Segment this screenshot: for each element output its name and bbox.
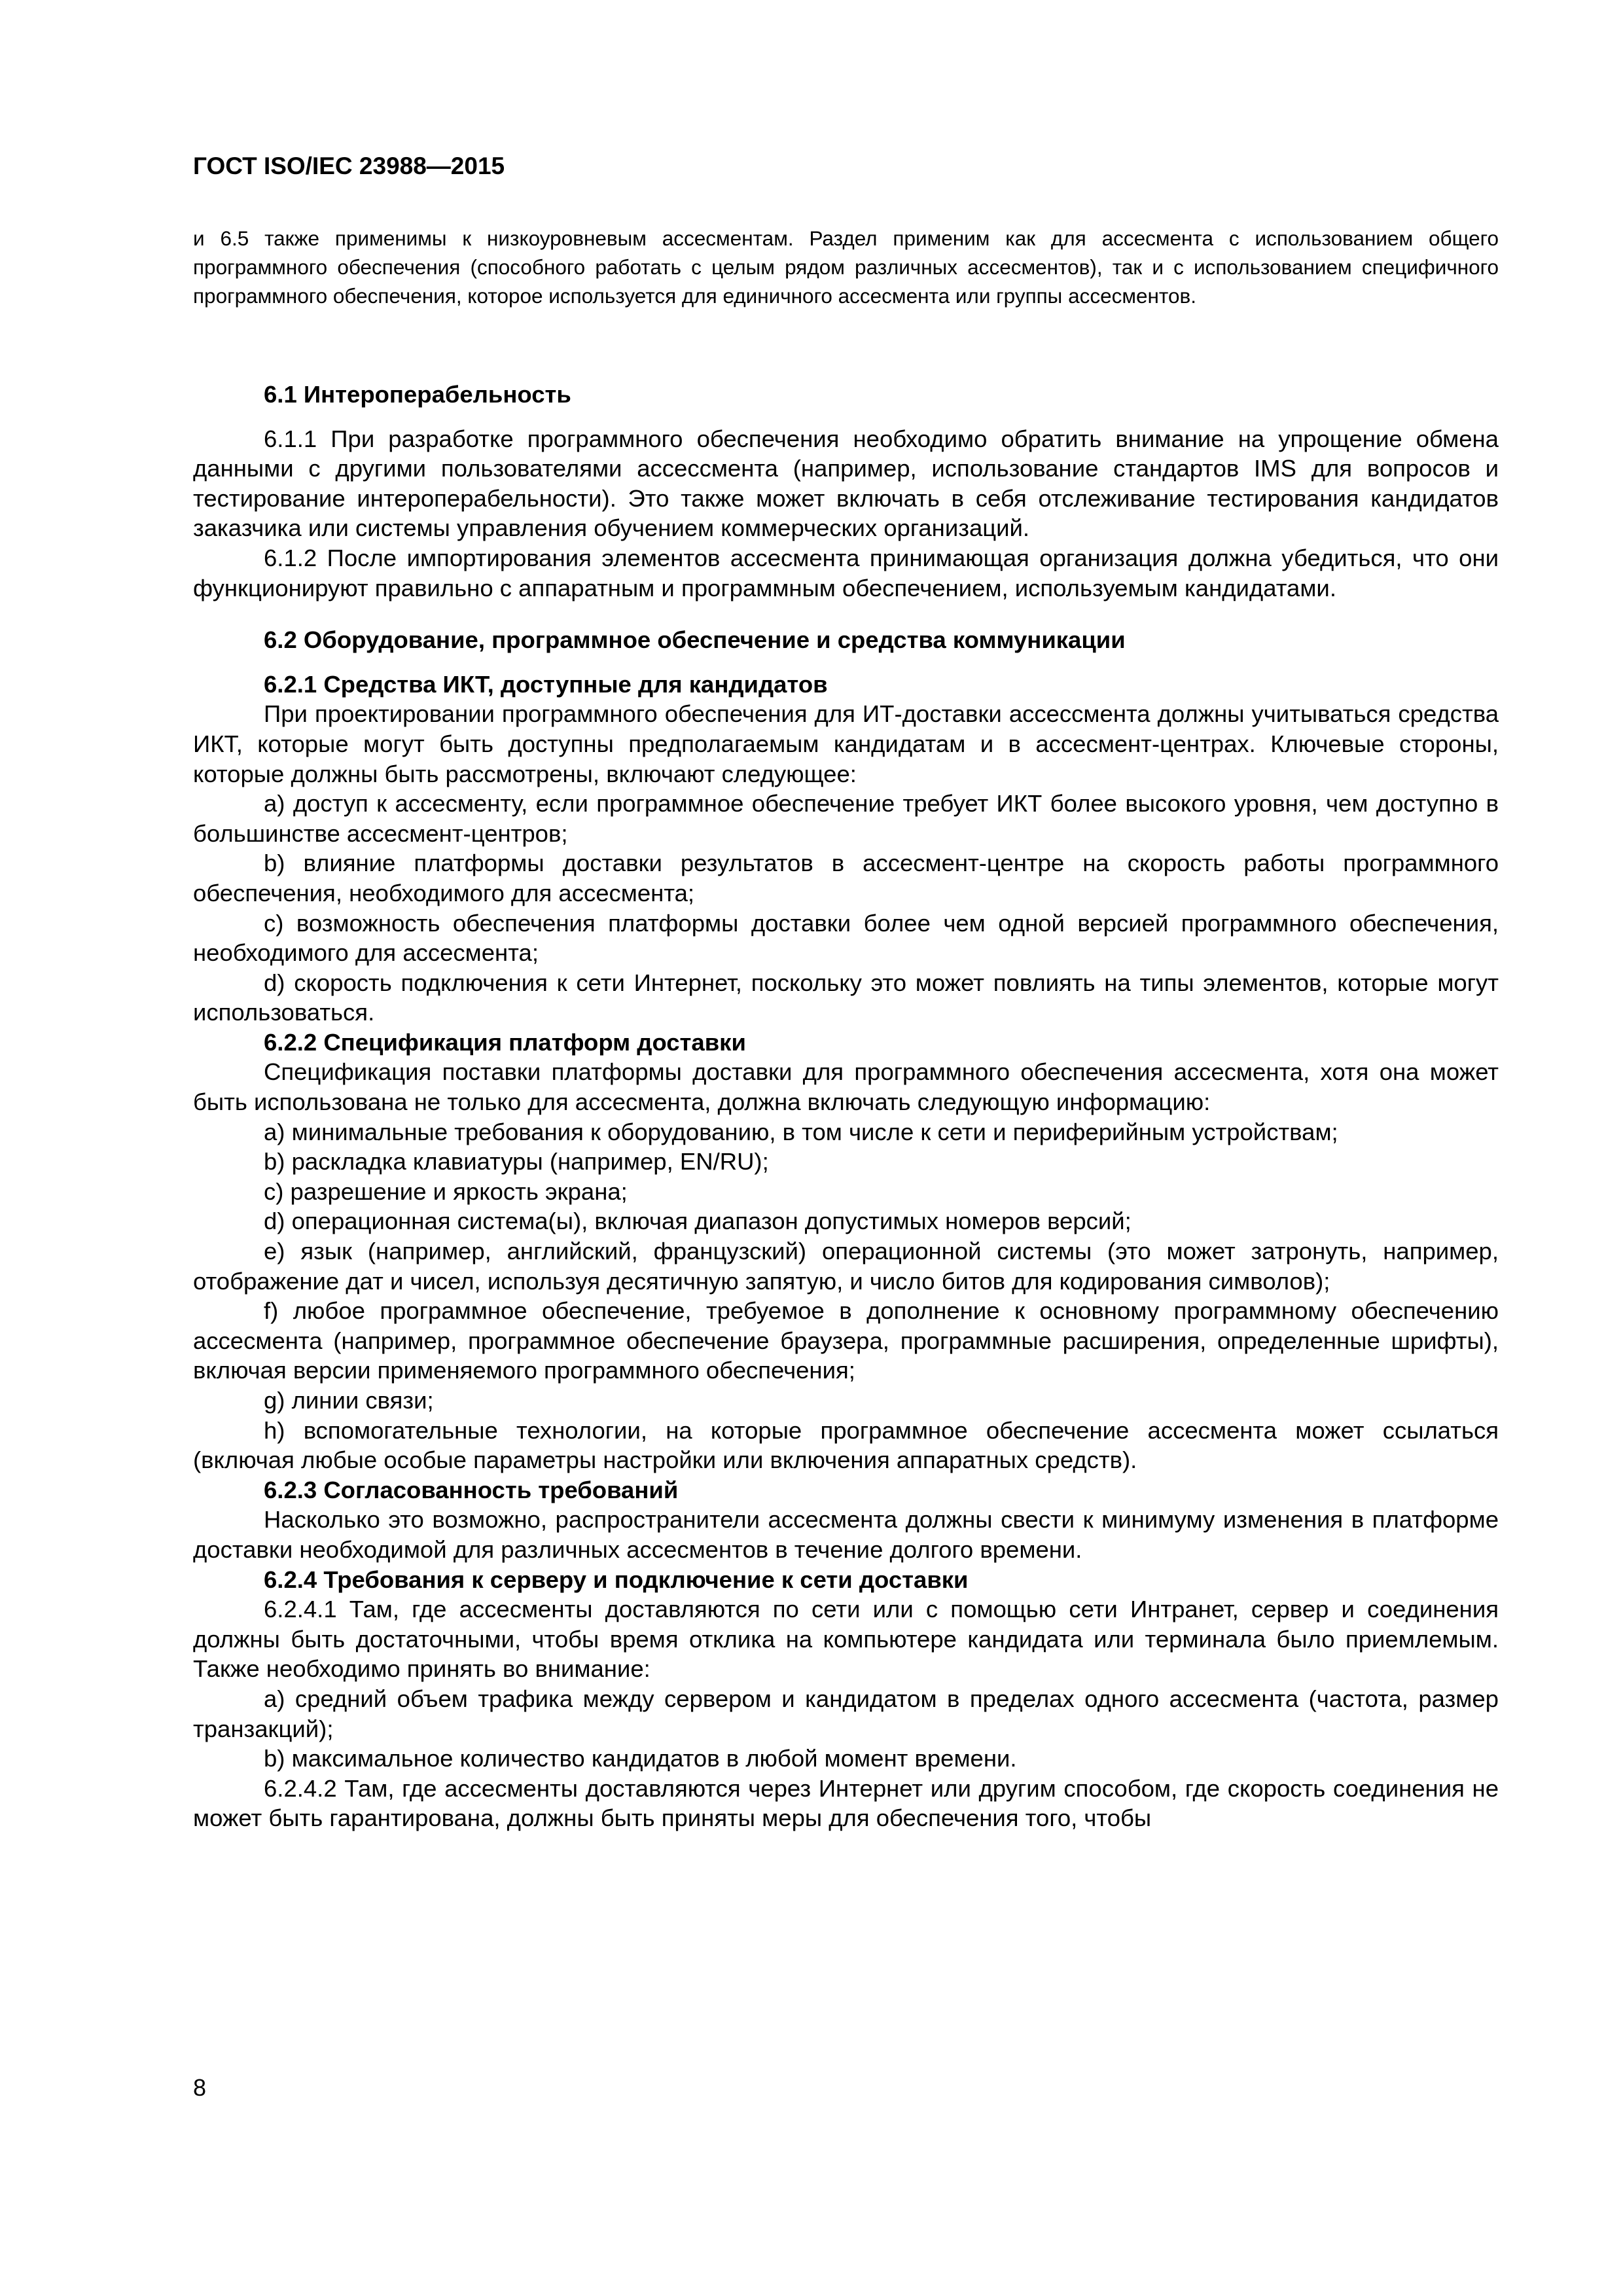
document-body	[193, 380, 1499, 1833]
list-item-6-2-2-h: h) вспомогательные технологии, на которые программное обеспечение ассесмента может ссылаться (включая любые особые параметры настройки или включения аппаратных средств).	[193, 1416, 1499, 1474]
paragraph-6-2-3: Насколько это возможно, распространители ассесмента должны свести к минимуму изменения в платформе доставки необходимой для различных ассесментов в течение долгого времени.	[193, 1506, 1499, 1563]
section-heading-6-1: 6.1 Интероперабельность	[264, 381, 571, 408]
section-heading-6-2: 6.2 Оборудование, программное обеспечение и средства коммуникации	[264, 626, 1126, 654]
list-item-6-2-2-b: b) раскладка клавиатуры (например, EN/RU);	[264, 1148, 769, 1175]
paragraph-6-2-4-1: 6.2.4.1 Там, где ассесменты доставляются по сети или с помощью сети Интранет, сервер и соединения должны быть достаточными, чтобы время отклика на компьютере кандидата или терминала было приемлемым. Также необходимо принять во внимание:	[193, 1596, 1499, 1683]
subsection-heading-6-2-2: 6.2.2 Спецификация платформ доставки	[264, 1028, 746, 1056]
paragraph-6-2-2: Спецификация поставки платформы доставки для программного обеспечения ассесмента, хотя она может быть использована не только для ассесмента, должна включать следующую информацию:	[193, 1058, 1499, 1116]
list-item-6-2-1-b: b) влияние платформы доставки результатов в ассесмент-центре на скорость работы программного обеспечения, необходимого для ассесмента;	[193, 850, 1499, 906]
subsection-heading-6-2-4: 6.2.4 Требования к серверу и подключение к сети доставки	[264, 1566, 969, 1593]
list-item-6-2-1-a: а) доступ к ассесменту, если программное обеспечение требует ИКТ более высокого уровня, чем доступно в большинстве ассесмент-центров;	[193, 790, 1499, 847]
intro-paragraph: и 6.5 также применимы к низкоуровневым ассесментам. Раздел применим как для ассесмента с использованием общего программного обеспечения (способного работать с целым рядом различных ассесментов), так и с использованием специфичного программного обеспечения, которое используется для единичного ассесмента или группы ассесментов.	[193, 226, 1499, 308]
list-item-6-2-2-f: f) любое программное обеспечение, требуемое в дополнение к основному программному обеспечению ассесмента (например, программное обеспечение браузера, программные расширения, определенные шрифты), включая версии применяемого программного обеспечения;	[193, 1297, 1499, 1384]
paragraph-6-1-1: 6.1.1 При разработке программного обеспечения необходимо обратить внимание на упрощение обмена данными с другими пользователями ассессмента (например, использование стандартов IMS для вопросов и тестирование интероперабельности). Это также может включать в себя отслеживание тестирования кандидатов заказчика или системы управления обучением коммерческих организаций.	[193, 425, 1499, 542]
list-item-6-2-1-d: d) скорость подключения к сети Интернет, поскольку это может повлиять на типы элементов, которые могут использоваться.	[193, 969, 1499, 1026]
paragraph-6-2-1: При проектировании программного обеспечения для ИТ-доставки ассессмента должны учитываться средства ИКТ, которые могут быть доступны предполагаемым кандидатам и в ассесмент-центрах. Ключевые стороны, которые должны быть рассмотрены, включают следующее:	[193, 700, 1499, 787]
list-item-6-2-2-d: d) операционная система(ы), включая диапазон допустимых номеров версий;	[264, 1208, 1132, 1235]
paragraph-6-2-4-2: 6.2.4.2 Там, где ассесменты доставляются через Интернет или другим способом, где скорость соединения не может быть гарантирована, должны быть приняты меры для обеспечения того, чтобы	[193, 1774, 1499, 1832]
list-item-6-2-2-g: g) линии связи;	[264, 1387, 434, 1414]
list-item-6-2-4-a: а) средний объем трафика между сервером и кандидатом в пределах одного ассесмента (частота, размер транзакций);	[193, 1685, 1499, 1742]
list-item-6-2-2-a: а) минимальные требования к оборудованию, в том числе к сети и периферийным устройствам;	[264, 1118, 1338, 1145]
subsection-heading-6-2-3: 6.2.3 Согласованность требований	[264, 1476, 679, 1503]
subsection-heading-6-2-1: 6.2.1 Средства ИКТ, доступные для кандидатов	[264, 670, 828, 698]
page-number: 8	[193, 2074, 207, 2101]
list-item-6-2-2-e: е) язык (например, английский, французский) операционной системы (это может затронуть, например, отображение дат и чисел, используя десятичную запятую, и число битов для кодирования символов);	[193, 1238, 1499, 1295]
list-item-6-2-2-c: с) разрешение и яркость экрана;	[264, 1177, 628, 1205]
paragraph-6-1-2: 6.1.2 После импортирования элементов ассесмента принимающая организация должна убедиться, что они функционируют правильно с аппаратным и программным обеспечением, используемым кандидатами.	[193, 544, 1499, 601]
list-item-6-2-4-b: b) максимальное количество кандидатов в любой момент времени.	[264, 1745, 1017, 1772]
document-header: ГОСТ ISO/IEC 23988—2015	[193, 152, 505, 179]
list-item-6-2-1-c: с) возможность обеспечения платформы доставки более чем одной версией программного обеспечения, необходимого для ассесмента;	[193, 909, 1499, 967]
